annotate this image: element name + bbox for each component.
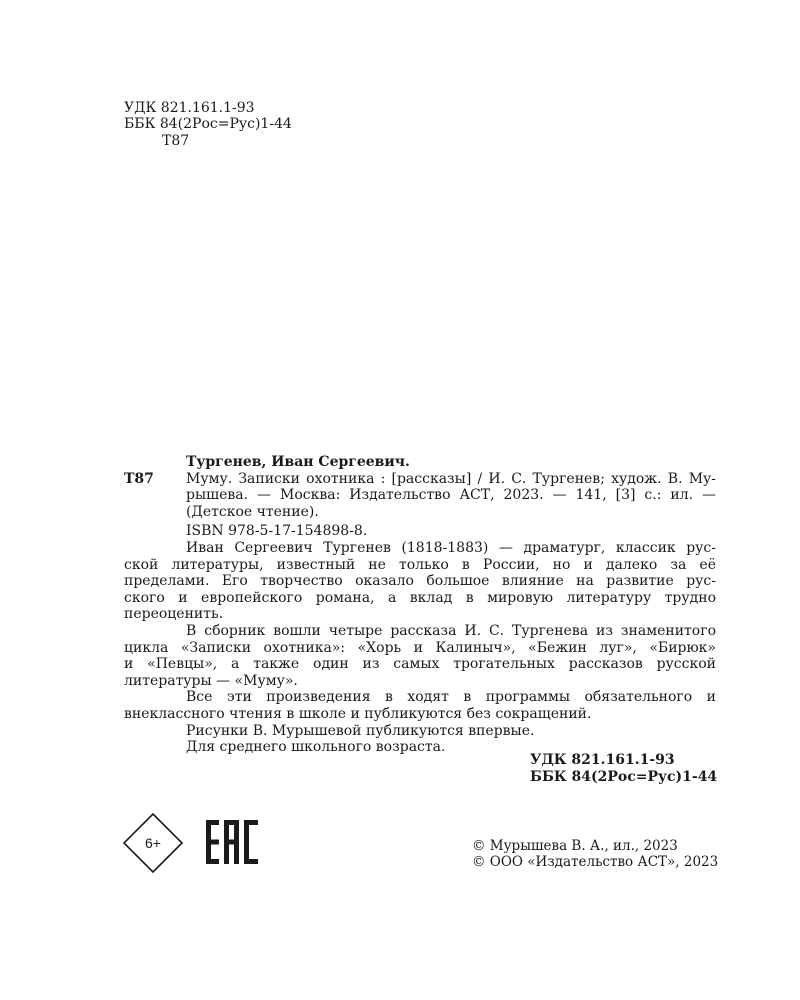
card-cutter: Т87 — [124, 470, 154, 487]
annotation-paragraph-5: Для среднего школьного возраста. — [186, 739, 446, 756]
annotation-line: Все эти произведения в ходят в программы обязательного и — [186, 689, 716, 706]
annotation-line: внеклассного чтения в школе и публикуются без сокращений. — [124, 705, 592, 722]
annotation-paragraph-4: Рисунки В. Мурышевой публикуются впервые. — [186, 722, 535, 739]
top-classification-codes — [124, 100, 292, 149]
cutter-code: Т87 — [162, 132, 190, 149]
annotation-line: переоценить. — [124, 606, 224, 623]
annotation-line: ской литературы, известный не только в России, но и далеко за её — [124, 556, 716, 573]
annotation-line: и «Певцы», а также один из самых трогательных рассказов русской — [124, 656, 716, 673]
annotation-line: пределами. Его творчество оказало большое влияние на развитие рус- — [124, 573, 716, 590]
annotation-paragraph-1 — [124, 540, 716, 623]
udk-code-bottom: УДК 821.161.1-93 — [530, 752, 675, 768]
card-isbn: ISBN 978-5-17-154898-8. — [186, 523, 368, 540]
card-title-line: (Детское чтение). — [186, 503, 319, 520]
annotation-line: литературы — «Муму». — [124, 672, 298, 689]
annotation-line: Иван Сергеевич Тургенев (1818-1883) — драматург, классик рус- — [186, 540, 716, 556]
card-title-line: Муму. Записки охотника : [рассказы] / И. С. Тургенев; худож. В. Му- — [186, 470, 716, 487]
annotation-line: ского и европейского романа, а вклад в мировую литературу трудно — [124, 589, 716, 606]
age-rating-text: 6+ — [145, 835, 161, 851]
bbk-code: ББК 84(2Рос=Рус)1-44 — [124, 116, 292, 133]
eac-icon — [206, 820, 258, 864]
card-author: Тургенев, Иван Сергеевич. — [186, 454, 410, 470]
annotation-paragraph-3 — [124, 689, 716, 722]
bbk-code-bottom: ББК 84(2Рос=Рус)1-44 — [530, 768, 718, 785]
annotation-line: В сборник вошли четыре рассказа И. С. Тургенева из знаменитого — [186, 622, 716, 639]
card-title-line: рышева. — Москва: Издательство АСТ, 2023. — 141, [3] с.: ил. — — [186, 487, 716, 504]
copyright-block — [472, 838, 718, 870]
udk-code: УДК 821.161.1-93 — [124, 100, 255, 116]
catalog-card — [124, 454, 716, 540]
annotation — [124, 540, 716, 756]
age-rating-badge — [122, 812, 184, 874]
annotation-line: цикла «Записки охотника»: «Хорь и Калиныч», «Бежин луг», «Бирюк» — [124, 639, 716, 656]
copyright-publisher: © ООО «Издательство АСТ», 2023 — [472, 854, 719, 870]
annotation-paragraph-2 — [124, 622, 716, 689]
copyright-illustrator: © Мурышева В. А., ил., 2023 — [472, 838, 678, 854]
bottom-classification-codes — [530, 752, 717, 785]
